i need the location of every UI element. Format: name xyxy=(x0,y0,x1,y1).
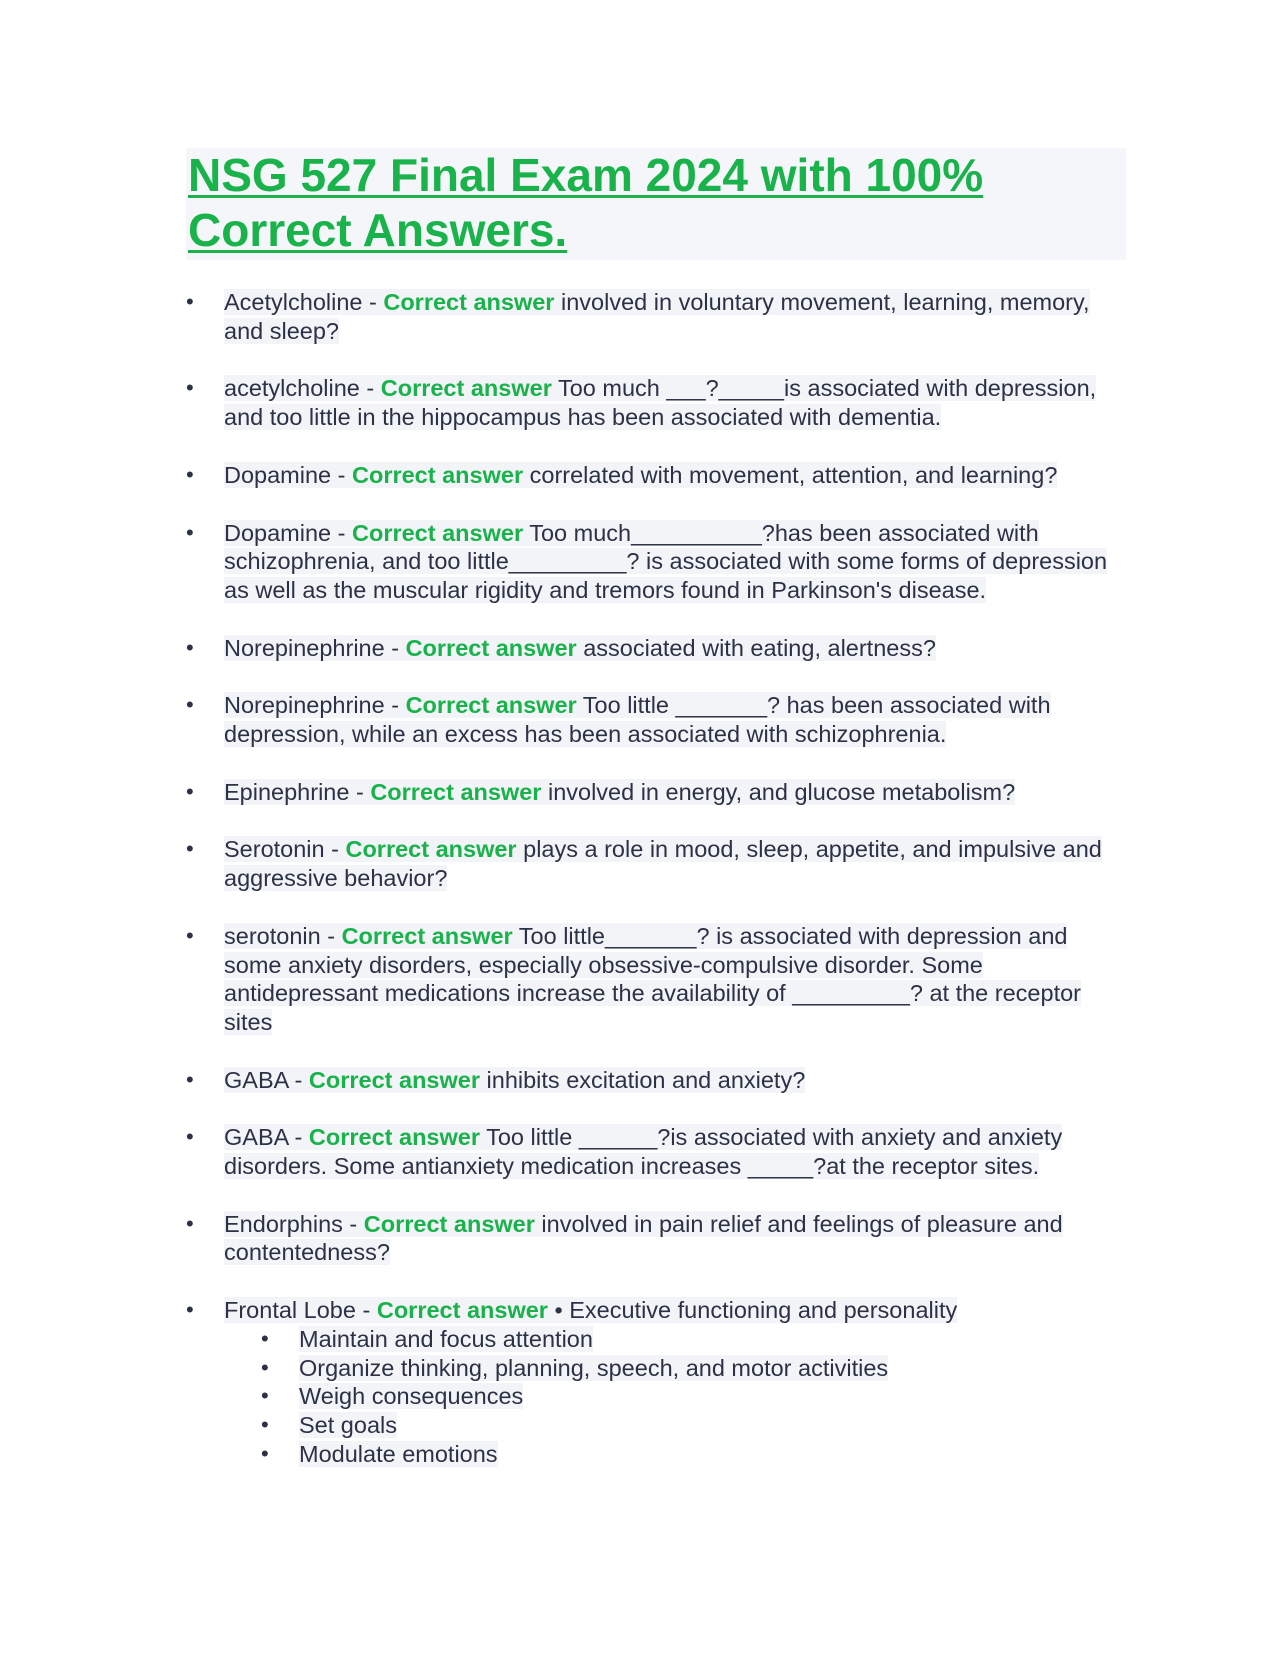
bullet-icon: • xyxy=(186,1124,194,1150)
answer-text: associated with eating, alertness? xyxy=(576,634,936,661)
sub-item-text: Set goals xyxy=(299,1411,397,1438)
bullet-icon: • xyxy=(261,1354,269,1380)
qa-text xyxy=(224,1211,1063,1266)
bullet-icon: • xyxy=(186,692,194,718)
term: Endorphins - xyxy=(224,1210,364,1237)
answer-text: correlated with movement, attention, and learning? xyxy=(523,461,1058,488)
answer-label: Correct answer xyxy=(308,1124,480,1151)
sub-list-item xyxy=(261,1440,1126,1469)
term: Acetylcholine - xyxy=(224,289,384,315)
answer-text: Too little_______? is associated with depression and some anxiety disorders, especially obsessive-compulsive disorder. Some antidepressant medications increase the availability of _________? at the receptor sites xyxy=(224,922,1081,1035)
bullet-icon: • xyxy=(186,519,194,545)
answer-text: plays a role in mood, sleep, appetite, and impulsive and aggressive behavior? xyxy=(224,836,1102,892)
answer-label: Correct answer xyxy=(380,375,552,402)
qa-text xyxy=(224,779,1015,805)
bullet-icon: • xyxy=(186,634,194,660)
bullet-icon: • xyxy=(186,1210,194,1236)
list-item xyxy=(186,1123,1126,1180)
answer-text: involved in energy, and glucose metabolism? xyxy=(541,778,1016,805)
answer-text: • Executive functioning and personality xyxy=(547,1297,958,1324)
qa-text xyxy=(224,635,936,661)
list-item xyxy=(186,519,1126,605)
bullet-icon: • xyxy=(186,1297,194,1323)
title-block xyxy=(186,148,1126,260)
term: acetylcholine - xyxy=(224,375,381,402)
list-item xyxy=(186,374,1126,431)
qa-text xyxy=(224,1067,805,1093)
list-item xyxy=(186,922,1126,1037)
bullet-icon: • xyxy=(186,375,194,401)
answer-label: Correct answer xyxy=(376,1297,548,1324)
term: Serotonin - xyxy=(224,836,346,863)
list-item xyxy=(186,835,1126,892)
answer-label: Correct answer xyxy=(345,836,517,863)
qa-text xyxy=(224,836,1102,891)
term: Dopamine - xyxy=(224,461,352,488)
sub-item-text: Modulate emotions xyxy=(299,1440,498,1467)
sub-item-text: Maintain and focus attention xyxy=(299,1325,593,1352)
term: Frontal Lobe - xyxy=(224,1297,377,1324)
bullet-icon: • xyxy=(261,1440,269,1466)
term: serotonin - xyxy=(224,922,342,949)
sub-list-item xyxy=(261,1354,1126,1383)
answer-label: Correct answer xyxy=(352,519,524,546)
bullet-icon: • xyxy=(186,1066,194,1092)
list-item xyxy=(186,1296,1126,1468)
answer-label: Correct answer xyxy=(370,778,542,805)
frontal-lobe-sublist xyxy=(224,1325,1126,1469)
qa-text xyxy=(224,692,1051,747)
term: GABA - xyxy=(224,1124,309,1151)
qa-text xyxy=(224,1297,957,1323)
answer-text: Too little _______? has been associated with depression, while an excess has been associated with schizophrenia. xyxy=(224,692,1051,748)
list-item xyxy=(186,634,1126,663)
qa-list xyxy=(186,288,1126,1468)
document-page xyxy=(186,148,1126,1468)
answer-text: inhibits excitation and anxiety? xyxy=(480,1066,806,1093)
qa-text xyxy=(224,923,1081,1035)
sub-item-text: Organize thinking, planning, speech, and motor activities xyxy=(299,1354,889,1381)
answer-label: Correct answer xyxy=(363,1210,535,1237)
term: Norepinephrine - xyxy=(224,634,406,661)
term: Epinephrine - xyxy=(224,778,371,805)
document-title: NSG 527 Final Exam 2024 with 100% Correct Answers. xyxy=(188,149,984,256)
answer-label: Correct answer xyxy=(405,634,577,661)
answer-label: Correct answer xyxy=(405,692,577,719)
sub-list-item xyxy=(261,1325,1126,1354)
sub-list-item xyxy=(261,1382,1126,1411)
list-item xyxy=(186,288,1126,345)
list-item xyxy=(186,1210,1126,1267)
qa-text xyxy=(224,462,1057,488)
bullet-icon: • xyxy=(186,836,194,862)
bullet-icon: • xyxy=(261,1411,269,1437)
qa-text xyxy=(224,375,1096,430)
qa-text xyxy=(224,289,1090,344)
answer-text: Too much ___?_____is associated with depression, and too little in the hippocampus has been associated with dementia. xyxy=(224,375,1097,431)
sub-item-text: Weigh consequences xyxy=(299,1383,524,1410)
bullet-icon: • xyxy=(261,1383,269,1409)
answer-text: involved in pain relief and feelings of pleasure and contentedness? xyxy=(224,1210,1063,1266)
term: Norepinephrine - xyxy=(224,692,406,719)
answer-label: Correct answer xyxy=(352,461,524,488)
answer-label: Correct answer xyxy=(308,1066,480,1093)
answer-text: Too little ______?is associated with anxiety and anxiety disorders. Some antianxiety medication increases _____?at the receptor sites. xyxy=(224,1124,1063,1180)
answer-label: Correct answer xyxy=(341,922,513,949)
bullet-icon: • xyxy=(261,1325,269,1351)
list-item xyxy=(186,691,1126,748)
list-item xyxy=(186,778,1126,807)
answer-text: Too much__________?has been associated with schizophrenia, and too little_________? is associated with some forms of depression as well as the muscular rigidity and tremors found in Parkinson's disease. xyxy=(224,519,1108,603)
qa-text xyxy=(224,520,1107,603)
bullet-icon: • xyxy=(186,461,194,487)
bullet-icon: • xyxy=(186,778,194,804)
list-item xyxy=(186,461,1126,490)
sub-list-item xyxy=(261,1411,1126,1440)
term: GABA - xyxy=(224,1066,309,1093)
bullet-icon: • xyxy=(186,922,194,948)
answer-label: Correct answer xyxy=(383,289,555,315)
qa-text xyxy=(224,1124,1062,1179)
answer-text: involved in voluntary movement, learning, memory, and sleep? xyxy=(224,289,1090,344)
term: Dopamine - xyxy=(224,519,352,546)
list-item xyxy=(186,1066,1126,1095)
bullet-icon: • xyxy=(186,289,194,314)
